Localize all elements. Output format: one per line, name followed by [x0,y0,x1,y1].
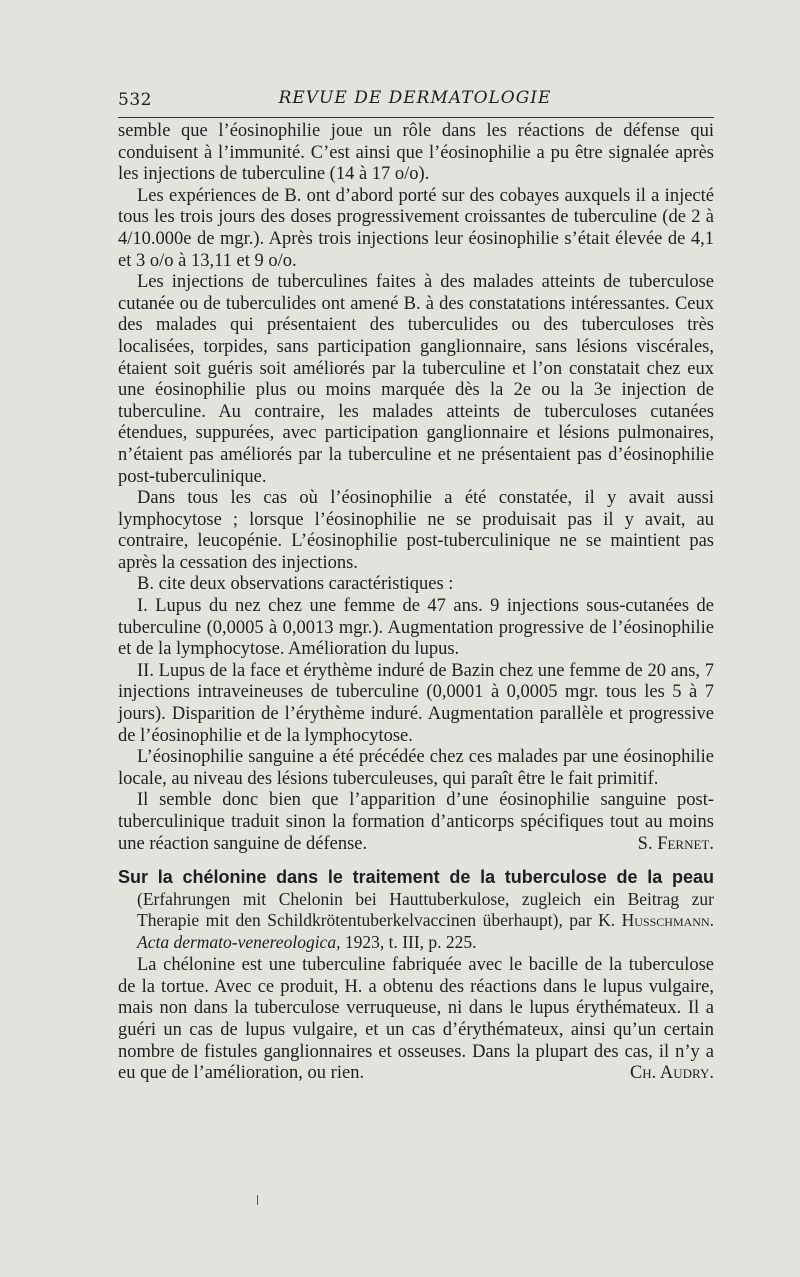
closing-text: Il semble donc bien que l’apparition d’une éosinophilie sanguine post-tuberculinique traduit sinon la formation d’anticorps spécifiques tout au moins une réaction sanguine de défense. [118,790,714,854]
stray-mark [257,1195,258,1205]
article-german-title: (Erfahrungen mit Chelonin bei Hauttuberkulose, zugleich ein Beitrag zur Therapie mit den Schildkrötentuberkelvaccinen überhaupt), par [137,888,714,931]
signature-fernet: S. Fernet. [637,833,714,854]
running-title: REVUE DE DERMATOLOGIE [278,88,552,108]
page-number: 532 [118,90,152,110]
paragraph-continued: semble que l’éosinophilie joue un rôle dans les réactions de défense qui conduisent à l’immunité. C’est ainsi que l’éosinophilie a pu être signalée après les injections de tuberculine (14 à 17 o/o). [118,121,714,185]
article-journal: Acta dermato-venereologica, [137,931,341,952]
article-body [118,955,714,1085]
article-title: Sur la chélonine dans le traitement de la tuberculose de la peau [118,867,714,888]
article-citation: 1923, t. III, p. 225. [344,931,477,952]
article-author: K. Husschmann. [598,910,714,931]
paragraph: B. cite deux observations caractéristiques : [137,574,454,595]
page-body [118,121,714,1085]
paragraph: Les expériences de B. ont d’abord porté sur des cobayes auxquels il a injecté tous les trois jours des doses progressivement croissantes de tuberculine (de 2 à 4/10.000e de mgr.). Après trois injections leur éosinophilie s’était élevée de 4,1 et 3 o/o à 13,11 et 9 o/o. [118,185,714,271]
paragraph: Les injections de tuberculines faites à des malades atteints de tuberculose cutanée ou de tuberculides ont amené B. à des constatations intéressantes. Ceux des malades qui présentaient des tuberculides ou des tuberculoses très localisées, torpides, sans participation ganglionnaire, sans lésions viscérales, étaient soit guéris soit améliorés par la tuberculine et l’on constatait chez eux une éosinophilie plus ou moins marquée dès la 2e ou la 3e injection de tuberculine. Au contraire, les malades atteints de tuberculoses cutanées étendues, suppurées, avec participation ganglionnaire et lésions pulmonaires, n’étaient pas améliorés par la tuberculine et ne présentaient pas d’éosinophilie post-tuberculinique. [118,272,714,487]
paragraph: Dans tous les cas où l’éosinophilie a été constatée, il y avait aussi lymphocytose ; lorsque l’éosinophilie ne se produisait pas il y avait, au contraire, leucopénie. L’éosinophilie post-tuberculinique ne se maintient pas après la cessation des injections. [118,488,714,573]
article-paragraph [118,955,714,1085]
article-heading [118,867,714,953]
closing-paragraph [118,790,714,855]
article-text: La chélonine est une tuberculine fabriquée avec le bacille de la tuberculose de la tortue. Avec ce produit, H. a obtenu des réactions dans le lupus vulgaire, mais non dans la tuberculose verruqueuse, ni dans le lupus érythémateux. Il a guéri un cas de lupus vulgaire, et un cas d’érythémateux, ainsi qu’un certain nombre de fistules ganglionnaires et osseuses. Dans la plupart des cas, il n’y a eu que de l’amélioration, ou rien. [118,955,714,1084]
page-header [118,82,712,112]
paragraph: I. Lupus du nez chez une femme de 47 ans. 9 injections sous-cutanées de tuberculine (0,0005 à 0,0013 mgr.). Augmentation progressive de l’éosinophilie et de la lymphocytose. Amélioration du lupus. [118,596,714,660]
signature-audry: Ch. Audry. [629,1063,714,1084]
paragraph: L’éosinophilie sanguine a été précédée chez ces malades par une éosinophilie locale, au niveau des lésions tuberculeuses, qui paraît être le fait primitif. [118,747,714,789]
header-rule [118,117,714,118]
paragraph: II. Lupus de la face et érythème induré de Bazin chez une femme de 20 ans, 7 injections intraveineuses de tuberculine (0,0001 à 0,0005 mgr. tous les 5 à 7 jours). Disparition de l’érythème induré. Augmentation parallèle et progressive de l’éosinophilie et de la lymphocytose. [118,660,714,746]
